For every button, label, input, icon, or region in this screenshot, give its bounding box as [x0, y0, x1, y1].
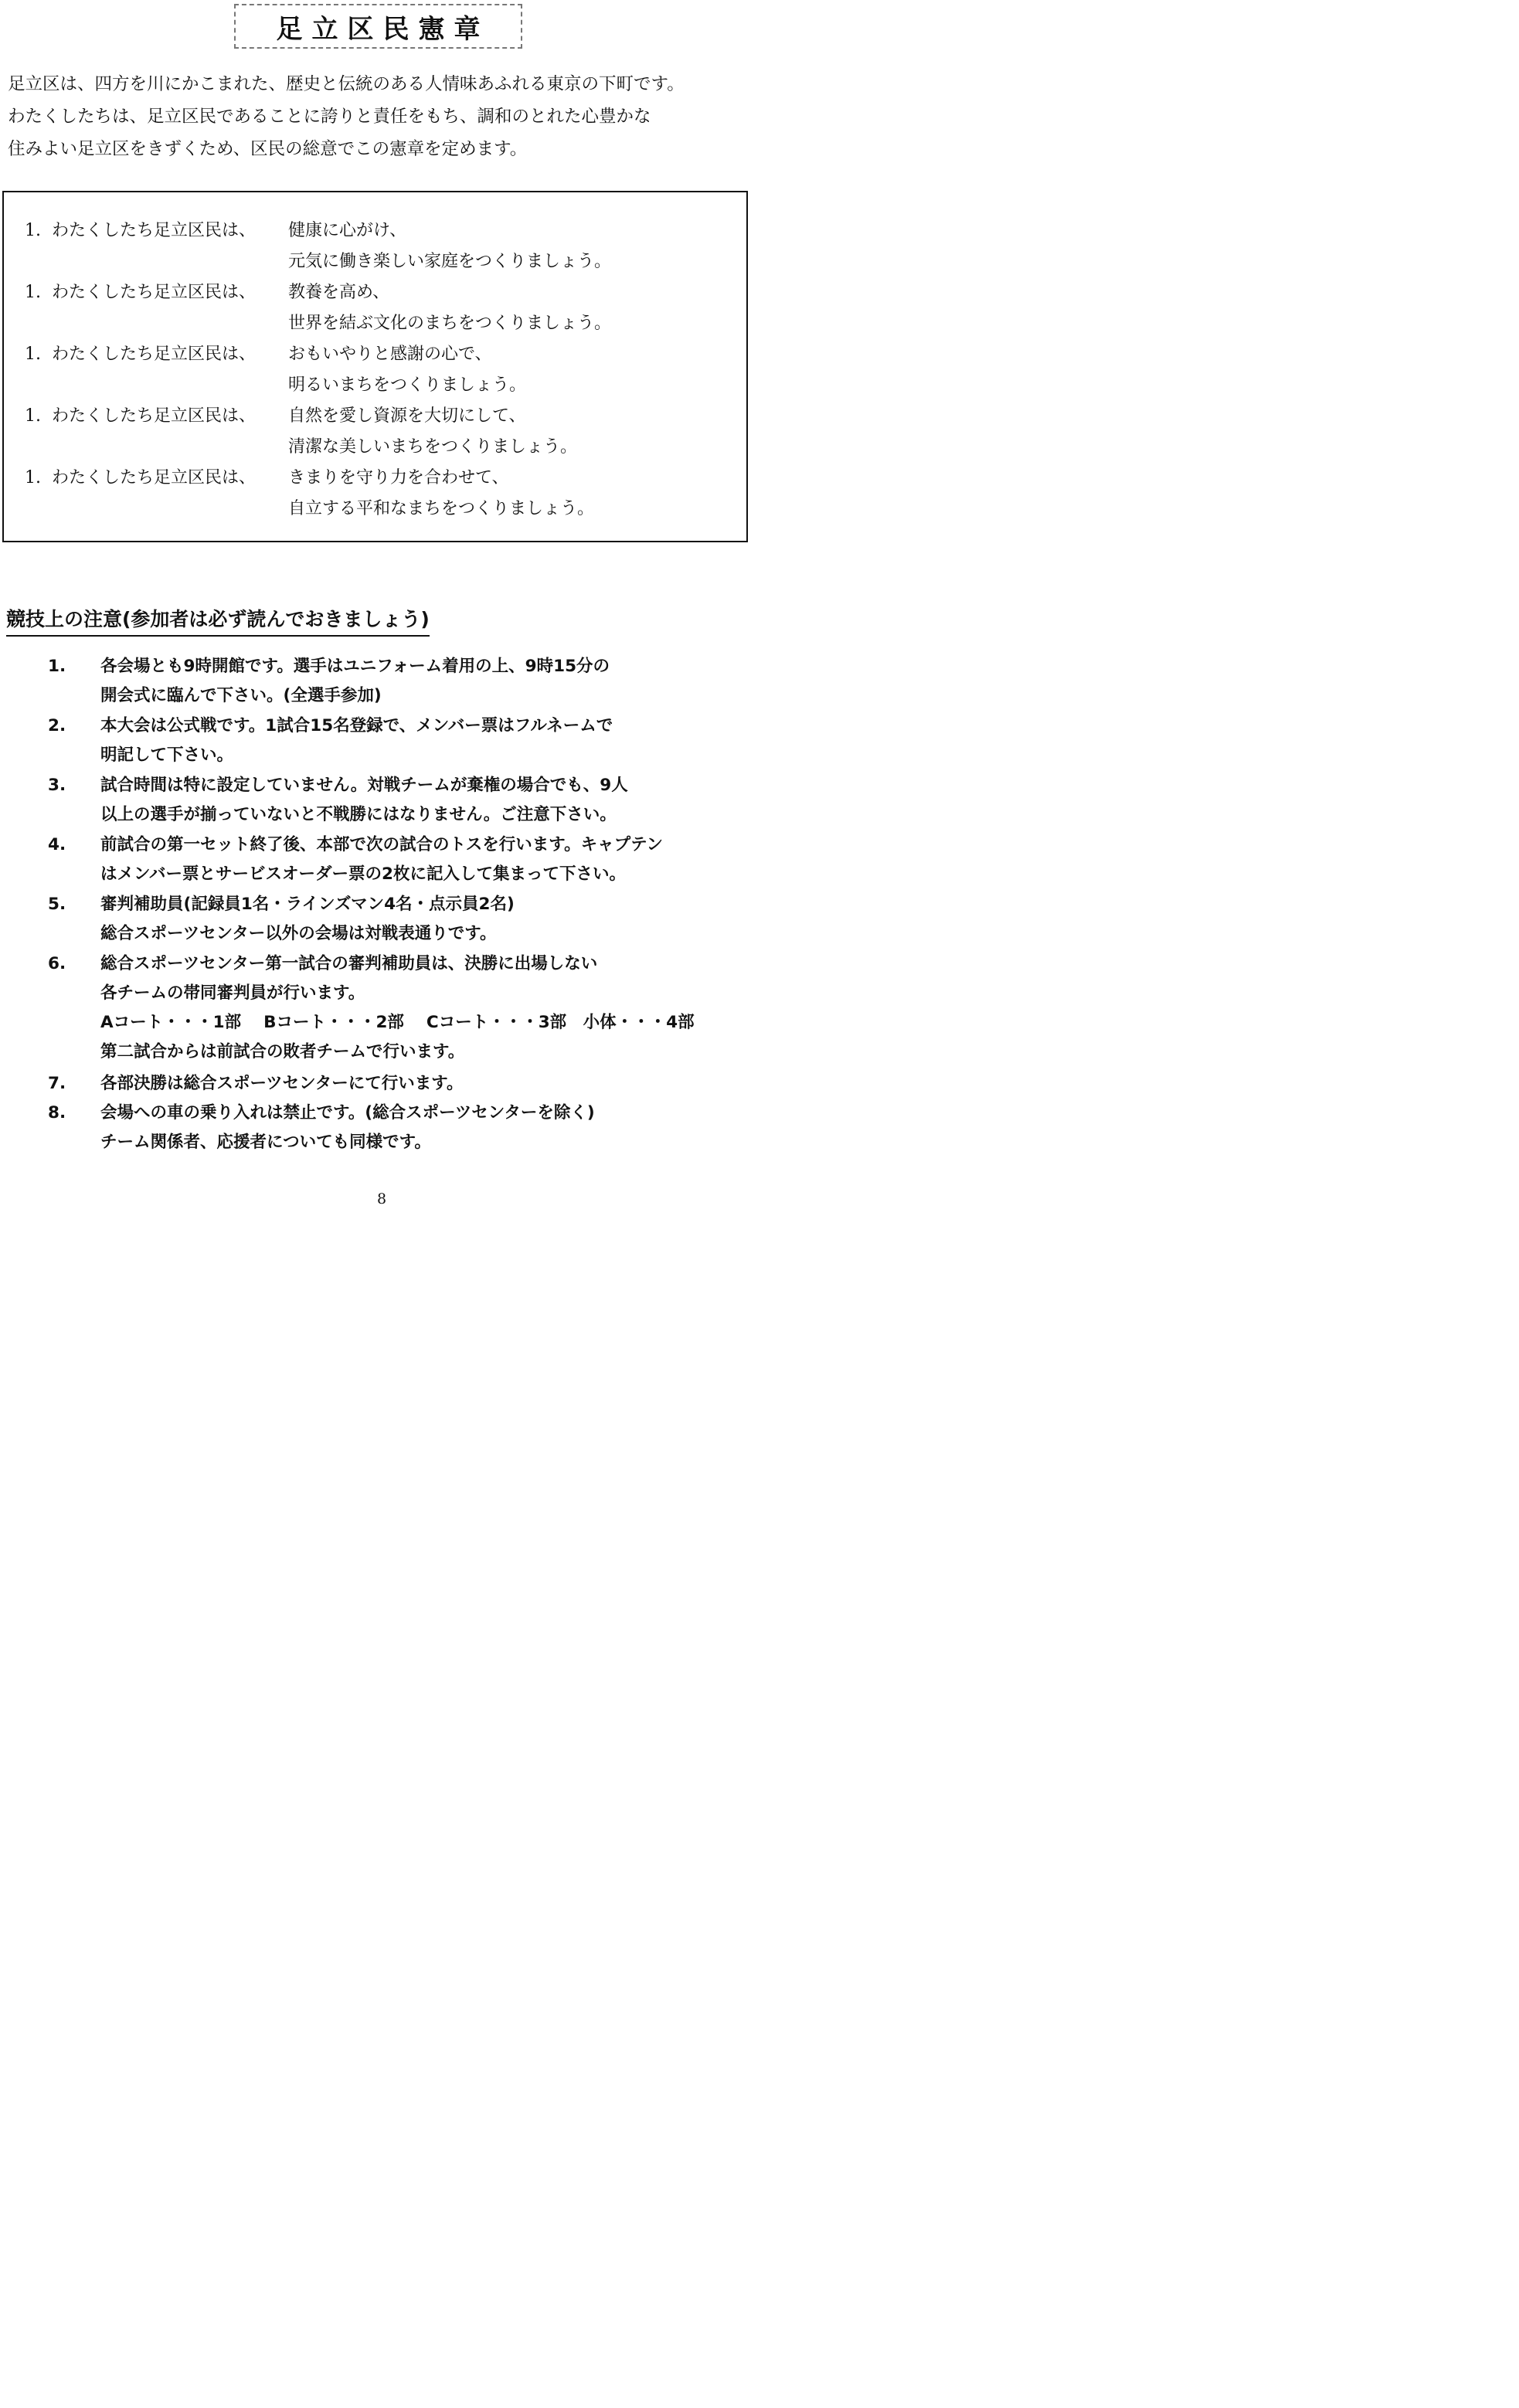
rule-line: 各部決勝は総合スポーツセンターにて行います。 [100, 1074, 464, 1093]
rule-number: 1. [48, 657, 66, 676]
charter-item-number: 1. [25, 283, 41, 302]
rule-line: 審判補助員(記録員1名・ラインズマン4名・点示員2名) [100, 895, 515, 914]
rule-number: 2. [48, 716, 66, 735]
charter-item-line: 自然を愛し資源を大切にして、 [288, 406, 526, 426]
preamble-line: わたくしたちは、足立区民であることに誇りと責任をもち、調和のとれた心豊かな [8, 107, 651, 127]
charter-item-number: 1. [25, 221, 41, 240]
charter-item-number: 1. [25, 406, 41, 426]
rule-line: はメンバー票とサービスオーダー票の2枚に記入して集まって下さい。 [100, 864, 626, 884]
charter-item-subject: わたくしたち足立区民は、 [52, 406, 257, 426]
rule-number: 6. [48, 954, 66, 973]
charter-item-line: 自立する平和なまちをつくりましょう。 [288, 499, 595, 518]
charter-item [4, 463, 746, 518]
preamble-line: 足立区は、四方を川にかこまれた、歴史と伝統のある人情味あふれる東京の下町です。 [8, 74, 685, 94]
page-number: 8 [376, 1190, 387, 1207]
rule-line: 第二試合からは前試合の敗者チームで行います。 [100, 1042, 465, 1061]
charter-item-subject: わたくしたち足立区民は、 [52, 468, 257, 487]
charter-item [4, 277, 746, 333]
charter-item-line: きまりを守り力を合わせて、 [288, 468, 509, 487]
page-title: 足立区民憲章 [234, 4, 522, 49]
rule-line: 会場への車の乗り入れは禁止です。(総合スポーツセンターを除く) [100, 1103, 595, 1122]
rule-line: 試合時間は特に設定していません。対戦チームが棄権の場合でも、9人 [100, 776, 628, 795]
notice-heading: 競技上の注意(参加者は必ず読んでおきましょう) [6, 604, 430, 637]
rule-line: 各チームの帯同審判員が行います。 [100, 983, 365, 1003]
rule-line: 本大会は公式戦です。1試合15名登録で、メンバー票はフルネームで [100, 716, 613, 735]
charter-item-line: 世界を結ぶ文化のまちをつくりましょう。 [288, 314, 612, 333]
preamble-line: 住みよい足立区をきずくため、区民の総意でこの憲章を定めます。 [8, 139, 528, 159]
charter-item-line: 教養を高め、 [288, 283, 390, 302]
charter-item-line: 健康に心がけ、 [288, 221, 407, 240]
rule-number: 7. [48, 1074, 66, 1093]
rule-number: 4. [48, 835, 66, 854]
charter-item-line: 清潔な美しいまちをつくりましょう。 [288, 437, 578, 457]
charter-item [4, 401, 746, 457]
rule-line: Aコート・・・1部 Bコート・・・2部 Cコート・・・3部 小体・・・4部 [100, 1013, 695, 1032]
rule-line: 開会式に臨んで下さい。(全選手参加) [100, 686, 382, 705]
rule-line: 総合スポーツセンター第一試合の審判補助員は、決勝に出場しない [100, 954, 598, 973]
charter-item-subject: わたくしたち足立区民は、 [52, 221, 257, 240]
rule-line: 前試合の第一セット終了後、本部で次の試合のトスを行います。キャプテン [100, 835, 663, 854]
rule-number: 3. [48, 776, 66, 795]
charter-item-line: おもいやりと感謝の心で、 [288, 345, 492, 364]
rule-line: 明記して下さい。 [100, 745, 234, 765]
preamble [8, 68, 761, 165]
charter-item [4, 216, 746, 271]
rule-number: 8. [48, 1103, 66, 1122]
charter-item-number: 1. [25, 345, 41, 364]
charter-item-number: 1. [25, 468, 41, 487]
charter-item-subject: わたくしたち足立区民は、 [52, 283, 257, 302]
charter-box [2, 191, 748, 542]
rule-number: 5. [48, 895, 66, 914]
charter-item-line: 明るいまちをつくりましょう。 [288, 375, 527, 395]
rule-line: 総合スポーツセンター以外の会場は対戦表通りです。 [100, 924, 497, 943]
rule-line: 各会場とも9時開館です。選手はユニフォーム着用の上、9時15分の [100, 657, 610, 676]
charter-item-line: 元気に働き楽しい家庭をつくりましょう。 [288, 252, 612, 271]
charter-item [4, 339, 746, 395]
charter-item-subject: わたくしたち足立区民は、 [52, 345, 257, 364]
rule-line: チーム関係者、応援者についても同様です。 [100, 1133, 431, 1152]
rule-line: 以上の選手が揃っていないと不戦勝にはなりません。ご注意下さい。 [100, 805, 617, 824]
